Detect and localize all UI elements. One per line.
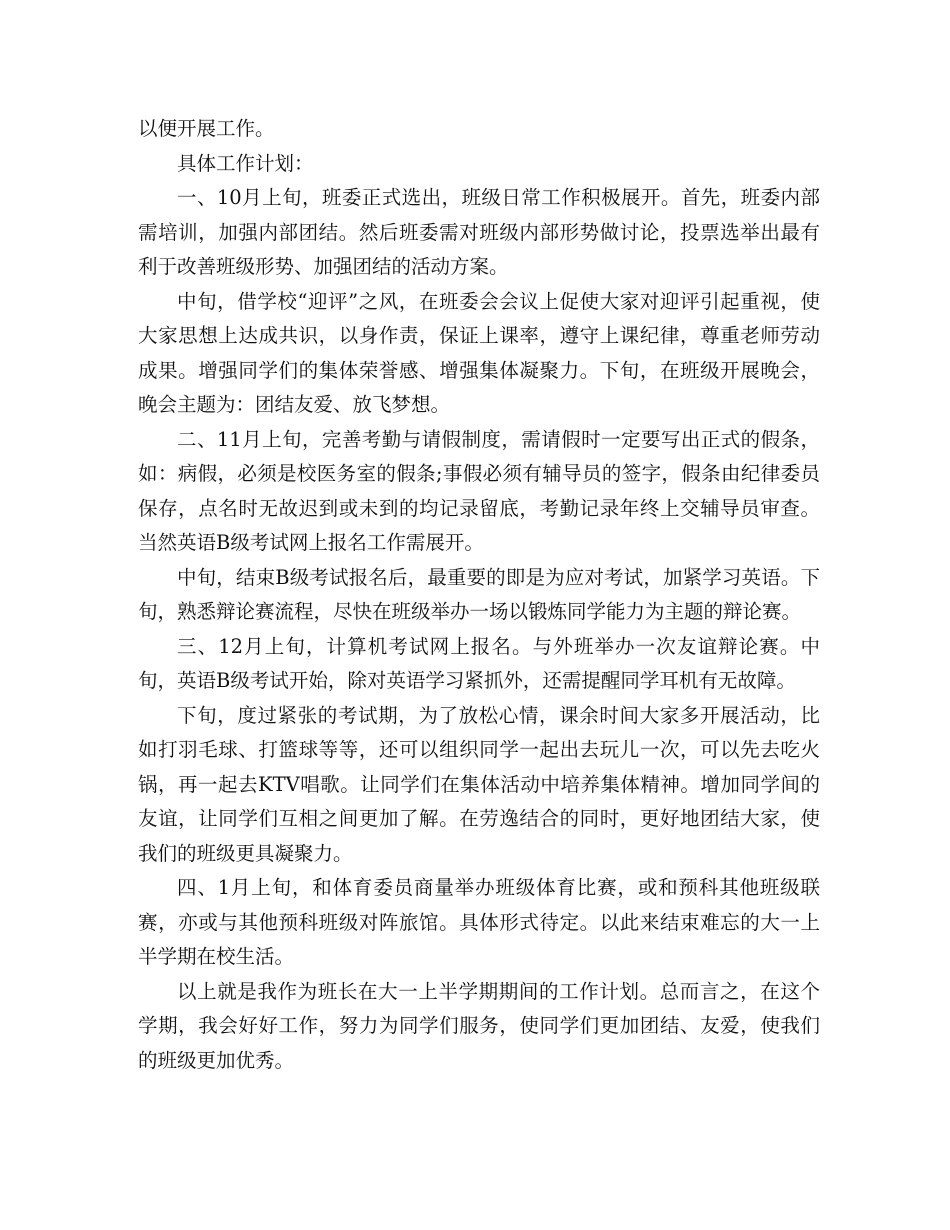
paragraph-november-mid-late: 中旬，结束B级考试报名后，最重要的即是为应对考试，加紧学习英语。下旬，熟悉辩论赛流程，尽快在班级举办一场以锻炼同学能力为主题的辩论赛。 xyxy=(138,565,820,623)
paragraph-december-late: 下旬，度过紧张的考试期，为了放松心情，课余时间大家多开展活动，比如打羽毛球、打篮球等等，还可以组织同学一起出去玩儿一次，可以先去吃火锅，再一起去KTV唱歌。让同学们在集体活动中培养集体精神。增加同学间的友谊，让同学们互相之间更加了解。在劳逸结合的同时，更好地团结大家，使我们的班级更具凝聚力。 xyxy=(138,703,820,865)
paragraph-plan-heading: 具体工作计划： xyxy=(177,151,314,175)
paragraph-october-early: 一、10月上旬，班委正式选出，班级日常工作积极展开。首先，班委内部需培训，加强内部团结。然后班委需对班级内部形势做讨论，投票选举出最有利于改善班级形势、加强团结的活动方案。 xyxy=(138,186,820,278)
paragraph-continuation: 以便开展工作。 xyxy=(138,117,275,140)
paragraph-december-early-mid: 三、12月上旬，计算机考试网上报名。与外班举办一次友谊辩论赛。中旬，英语B级考试开始，除对英语学习紧抓外，还需提醒同学耳机有无故障。 xyxy=(138,634,820,692)
document-body xyxy=(138,112,820,1078)
paragraph-october-mid-late: 中旬，借学校“迎评”之风，在班委会会议上促使大家对迎评引起重视，使大家思想上达成共识，以身作责，保证上课率，遵守上课纪律，尊重老师劳动成果。增强同学们的集体荣誉感、增强集体凝聚力。下旬，在班级开展晚会，晚会主题为：团结友爱、放飞梦想。 xyxy=(138,289,820,416)
paragraph-november-early: 二、11月上旬，完善考勤与请假制度，需请假时一定要写出正式的假条，如：病假，必须是校医务室的假条;事假必须有辅导员的签字，假条由纪律委员保存，点名时无故迟到或未到的均记录留底，考勤记录年终上交辅导员审查。当然英语B级考试网上报名工作需展开。 xyxy=(138,427,820,554)
paragraph-conclusion: 以上就是我作为班长在大一上半学期期间的工作计划。总而言之，在这个学期，我会好好工作，努力为同学们服务，使同学们更加团结、友爱，使我们的班级更加优秀。 xyxy=(138,979,820,1072)
paragraph-january: 四、1月上旬，和体育委员商量举办班级体育比赛，或和预科其他班级联赛，亦或与其他预科班级对阵旅馆。具体形式待定。以此来结束难忘的大一上半学期在校生活。 xyxy=(138,876,820,968)
